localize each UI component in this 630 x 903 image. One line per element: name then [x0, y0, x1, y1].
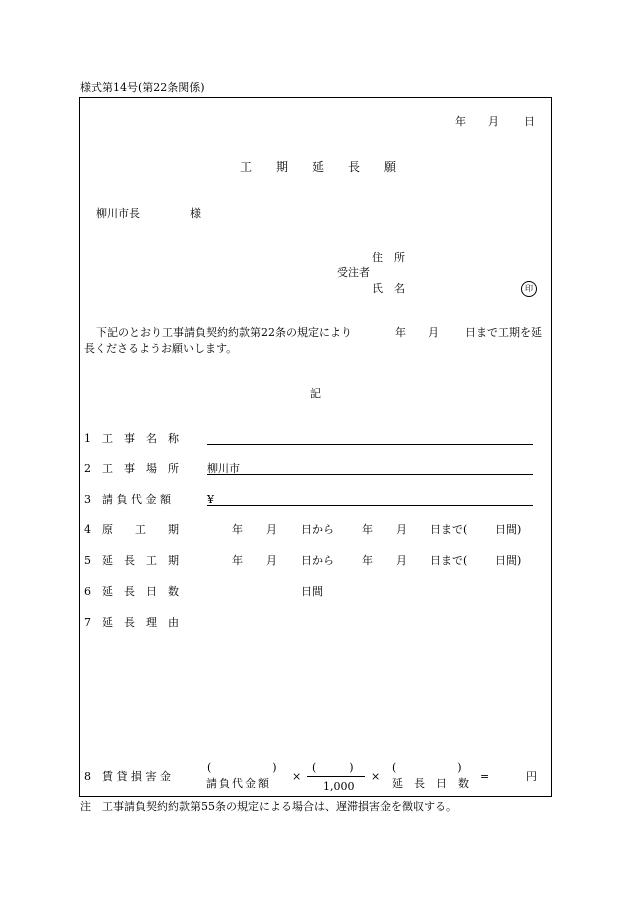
- item-number: 3: [84, 493, 91, 506]
- form-number: 様式第14号(第22条関係): [80, 81, 205, 94]
- body-text-line1-end: 日まで工期を延: [465, 326, 542, 339]
- original-from-day: 日から: [301, 523, 334, 536]
- ki-heading: 記: [310, 387, 321, 400]
- item-number: 1: [84, 432, 91, 445]
- original-to-year: 年: [362, 523, 373, 536]
- name-label: 氏 名: [372, 282, 405, 295]
- construction-location-field: [207, 474, 533, 475]
- contract-amount-yen: ¥: [207, 493, 214, 506]
- body-text-line1: 下記のとおり工事請負契約約款第22条の規定により: [96, 326, 352, 339]
- formula-times-2: ×: [371, 770, 381, 783]
- addressee-name: 柳川市長: [96, 207, 140, 220]
- form-frame: [79, 97, 552, 797]
- item-number: 5: [84, 554, 91, 567]
- date-month: 月: [488, 115, 499, 128]
- fraction-bar: [307, 776, 365, 777]
- formula-paren-3: ( ): [392, 761, 463, 774]
- date-day: 日: [524, 115, 535, 128]
- formula-amount-label: 請負代金額: [206, 777, 271, 790]
- date-year: 年: [455, 115, 466, 128]
- footnote: 注 工事請負契約約款第55条の規定による場合は、遅滞損害金を徴収する。: [80, 800, 457, 813]
- original-days: 日間): [495, 523, 522, 536]
- extended-from-year: 年: [232, 554, 243, 567]
- item-number: 2: [84, 462, 91, 475]
- extended-to-year: 年: [362, 554, 373, 567]
- item-number: 8: [84, 770, 91, 783]
- original-from-year: 年: [232, 523, 243, 536]
- formula-paren-1: ( ): [207, 761, 278, 774]
- extended-to-day: 日まで(: [430, 554, 468, 567]
- contract-amount-field: [207, 505, 533, 506]
- item-number: 4: [84, 523, 91, 536]
- item-label: 工 事 名 称: [102, 432, 179, 445]
- formula-yen: 円: [526, 770, 537, 783]
- original-to-month: 月: [396, 523, 407, 536]
- seal-icon: 印: [521, 281, 537, 297]
- addressee-honorific: 様: [190, 207, 201, 220]
- body-text-year: 年: [395, 326, 406, 339]
- formula-denominator: 1,000: [323, 780, 355, 793]
- item-label: 工 事 場 所: [102, 462, 179, 475]
- formula-days-label: 延 長 日 数: [392, 777, 469, 790]
- original-to-day: 日まで(: [430, 523, 468, 536]
- body-text-month: 月: [428, 326, 439, 339]
- item-label: 請 負 代 金 額: [102, 493, 171, 506]
- item-label: 延 長 日 数: [102, 585, 179, 598]
- construction-name-field: [207, 444, 533, 445]
- construction-location-value: 柳川市: [207, 462, 240, 475]
- formula-equals: =: [480, 770, 490, 783]
- body-text-line2: 長くださるようお願いします。: [84, 342, 238, 355]
- item-label: 原 工 期: [102, 523, 179, 536]
- formula-times-1: ×: [292, 770, 302, 783]
- applicant-role: 受注者: [337, 266, 370, 279]
- item-label: 賃 貸 損 害 金: [102, 770, 171, 783]
- extended-from-month: 月: [266, 554, 277, 567]
- original-from-month: 月: [266, 523, 277, 536]
- extended-from-day: 日から: [301, 554, 334, 567]
- formula-paren-2: ( ): [312, 761, 354, 774]
- item-number: 6: [84, 585, 91, 598]
- extended-to-month: 月: [396, 554, 407, 567]
- item-number: 7: [84, 616, 91, 629]
- page-title: 工 期 延 長 願: [240, 160, 397, 174]
- item-label: 延 長 工 期: [102, 554, 179, 567]
- item-label: 延 長 理 由: [102, 616, 179, 629]
- extension-days-unit: 日間: [301, 585, 323, 598]
- extended-days: 日間): [495, 554, 522, 567]
- address-label: 住 所: [372, 251, 405, 264]
